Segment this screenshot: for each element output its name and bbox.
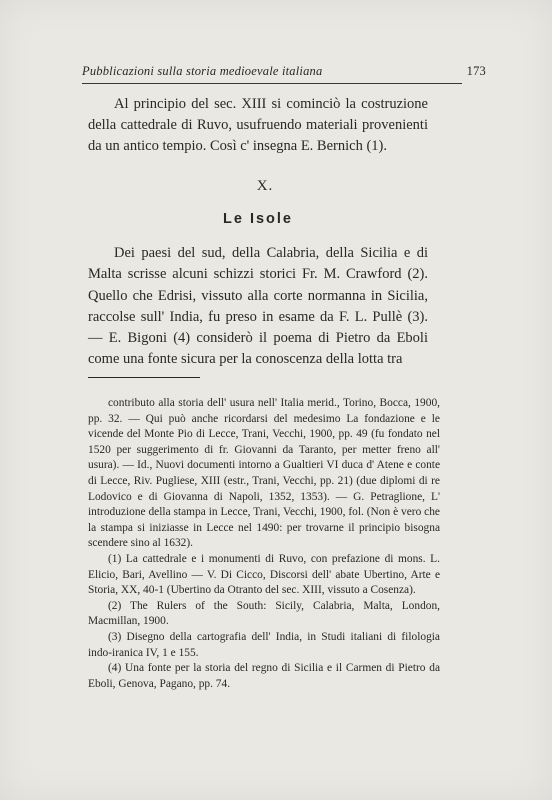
page-number: 173 [466, 64, 486, 78]
footnote-4: (4) Una fonte per la storia del regno di Sicilia e il Carmen di Pietro da Eboli, Genova, Pagano, pp. 74. [88, 662, 440, 690]
footnote-3: (3) Disegno della cartografia dell' India, in Studi italiani di filologia indo-iranica IV, 1 e 155. [88, 630, 440, 659]
main-paragraph-text: Dei paesi del sud, della Calabria, della Sicilia e di Malta scrisse alcuni schizzi storici Fr. M. Crawford (2). Quello che Edrisi, vissuto alla corte normanna in Sicilia, raccolse sull' India, fu preso in esame da F. L. Pullè (3). — E. Bigoni (4) considerò il poema di Pietro da Eboli come una fonte sicura per la conoscenza della lotta tra [88, 245, 428, 368]
intro-paragraph [88, 94, 428, 157]
footnote-continuation: contributo alla storia dell' usura nell' Italia merid., Torino, Bocca, 1900, pp. 32. — Qui può anche ricordarsi del medesimo La fondazione e le vicende del Monte Pio di Lecce, Trani, Vecchi, 1900, pp. 49 (fu fondato nel 1520 per suggerimento di fr. Giovanni da Taranto, per metter freno all' usura). — Id., Nuovi documenti intorno a Gualtieri VI duca d' Atene e conte di Lecce, Riv. Pugliese, XIII (estr., Trani, Vecchi, pp. 21) (due diplomi di re Lodovico e di Giovanna di Napoli, 1352, 1353). — G. Petraglione, L' introduzione della stampa in Lecce, Trani, Vecchi, 1900, fol. (Non è vero che la stampa si iniziasse in Lecce nel 1490: per trovarne il principio bisogna scendere sino al 1632). [88, 397, 440, 550]
intro-paragraph-text: Al principio del sec. XIII si cominciò la costruzione della cattedrale di Ruvo, usufruendo materiali provenienti da un antico tempio. Così c' insegna E. Bernich (1). [88, 96, 428, 154]
footnotes [88, 396, 440, 692]
running-title: Pubblicazioni sulla storia medioevale italiana [82, 64, 323, 78]
footnote-rule [88, 377, 200, 378]
running-header [82, 64, 486, 84]
section-title: Le Isole [223, 211, 293, 227]
main-paragraph [88, 243, 428, 371]
footnote-2: (2) The Rulers of the South: Sicily, Calabria, Malta, London, Macmillan, 1900. [88, 599, 440, 628]
section-number: X. [256, 178, 274, 194]
footnote-1: (1) La cattedrale e i monumenti di Ruvo, con prefazione di mons. L. Elicio, Bari, Avellino — V. Di Cicco, Discorsi dell' abate Ubertino, Arte e Storia, XX, 40-1 (Ubertino da Otranto del sec. XIII, vissuto a Cosenza). [88, 552, 440, 597]
